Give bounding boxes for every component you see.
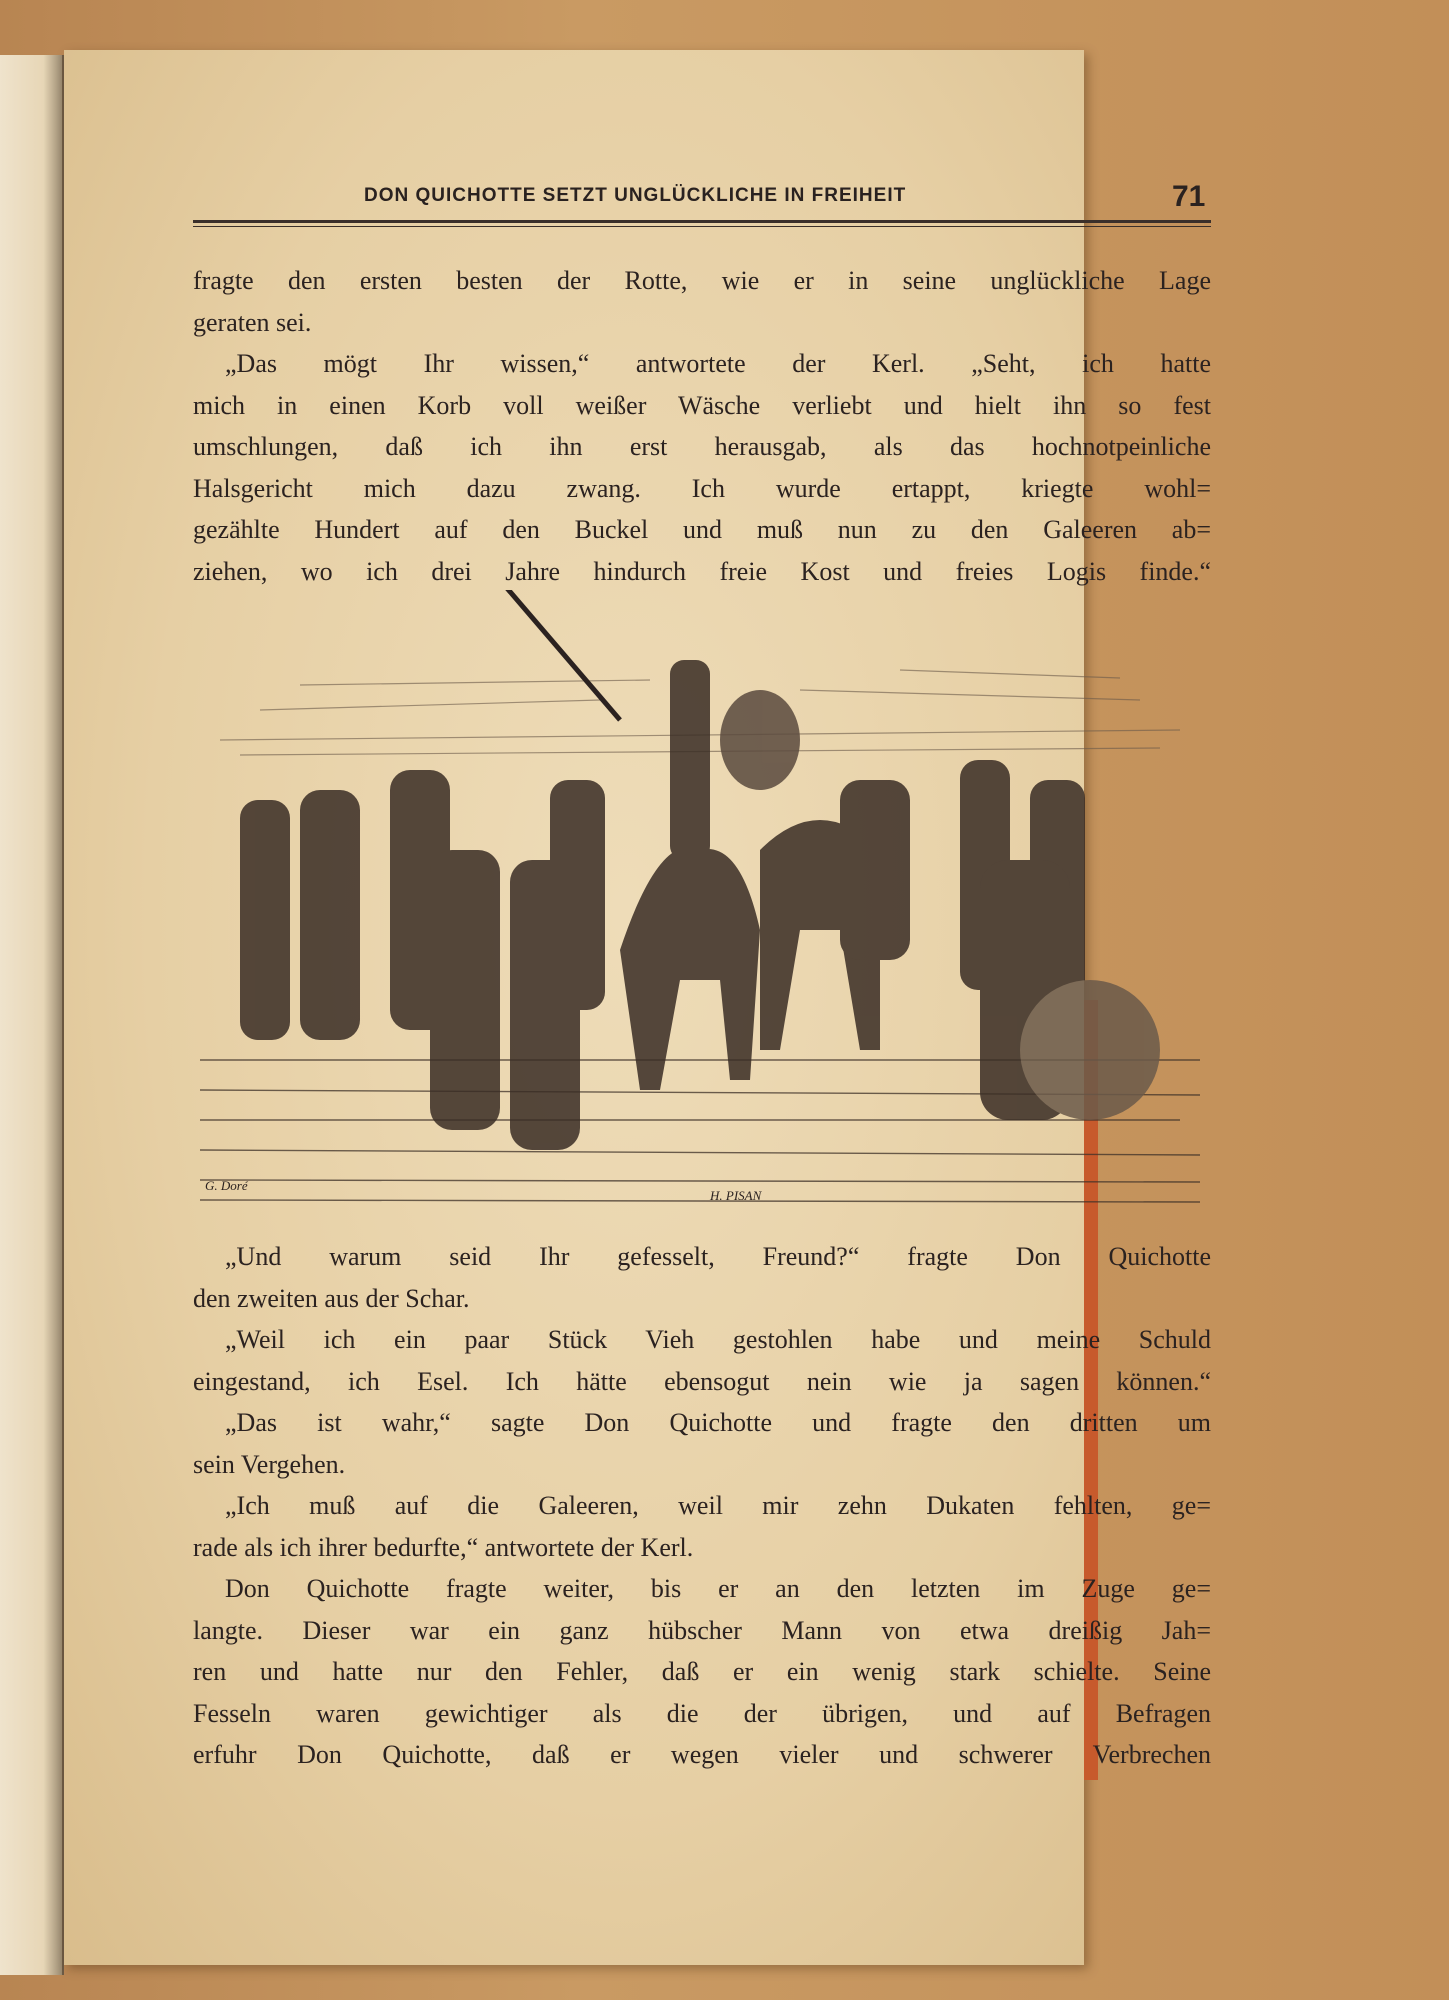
signature-right: H. PISAN [710,1188,762,1203]
signature-left: G. Doré [205,1178,248,1193]
engraving-illustration [200,590,1200,1210]
text-line: Don Quichotte fragte weiter, bis er an den letzten im Zuge ge= [225,1574,1211,1603]
text-line: ziehen, wo ich drei Jahre hindurch freie Kost und freies Logis finde.“ [193,556,1211,586]
header-rule [193,220,1211,227]
text-line: umschlungen, daß ich ihn erst herausgab, als das hochnotpeinliche [193,432,1211,461]
body-text-bottom [193,1236,1211,1776]
text-line: „Weil ich ein paar Stück Vieh gestohlen habe und meine Schuld [225,1325,1211,1354]
figures [240,660,1160,1150]
text-line: „Ich muß auf die Galeeren, weil mir zehn Dukaten fehlten, ge= [225,1491,1211,1520]
page-number: 71 [1172,180,1206,213]
body-text-top [193,260,1211,592]
text-line: „Das mögt Ihr wissen,“ antwortete der Kerl. „Seht, ich hatte [225,349,1211,378]
text-line: rade als ich ihrer bedurfte,“ antwortete der Kerl. [193,1532,694,1562]
text-line: Halsgericht mich dazu zwang. Ich wurde ertappt, kriegte wohl= [193,473,1211,503]
running-title: DON QUICHOTTE SETZT UNGLÜCKLICHE IN FREIHEIT [364,185,907,206]
text-line: den zweiten aus der Schar. [193,1283,470,1313]
text-line: sein Vergehen. [193,1449,346,1479]
text-line: fragte den ersten besten der Rotte, wie er in seine unglückliche Lage [193,266,1211,295]
text-line: Fesseln waren gewichtiger als die der übrigen, und auf Befragen [193,1698,1211,1728]
facing-page-edge [0,55,64,1975]
text-line: „Und warum seid Ihr gefesselt, Freund?“ fragte Don Quichotte [225,1242,1211,1271]
text-line: „Das ist wahr,“ sagte Don Quichotte und fragte den dritten um [225,1408,1211,1437]
text-line: gezählte Hundert auf den Buckel und muß nun zu den Galeeren ab= [193,515,1211,544]
lance [500,590,620,720]
text-line: geraten sei. [193,307,312,337]
text-line: erfuhr Don Quichotte, daß er wegen vieler und schwerer Verbrechen [193,1740,1211,1769]
text-line: mich in einen Korb voll weißer Wäsche verliebt und hielt ihn so fest [193,390,1211,420]
text-line: eingestand, ich Esel. Ich hätte ebensogut nein wie ja sagen können.“ [193,1366,1211,1396]
text-line: ren und hatte nur den Fehler, daß er ein wenig stark schielte. Seine [193,1657,1211,1686]
text-line: langte. Dieser war ein ganz hübscher Mann von etwa dreißig Jah= [193,1615,1211,1645]
